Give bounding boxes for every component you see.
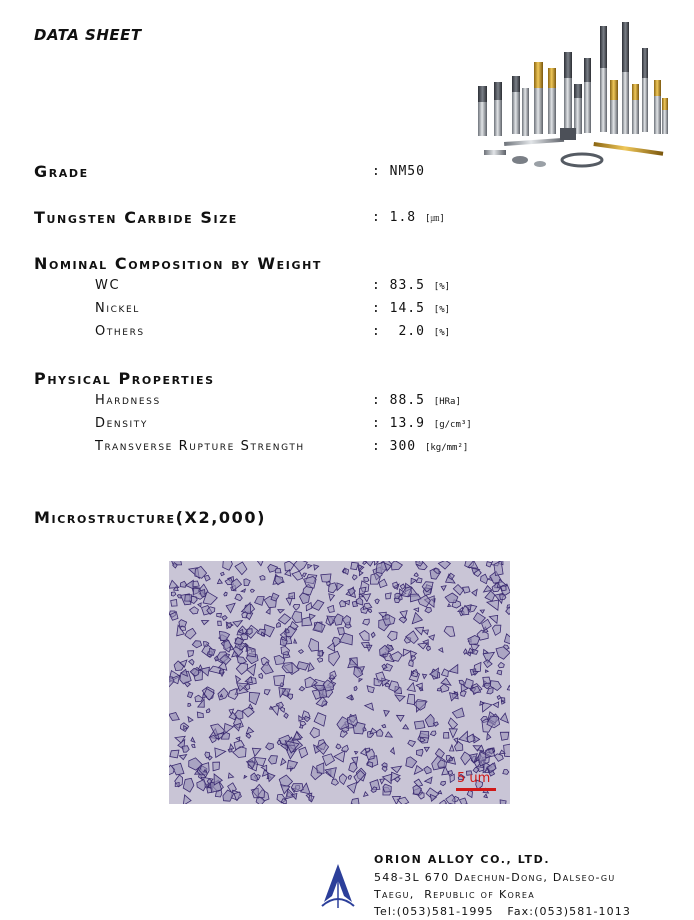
composition-value-nickel [372,301,450,316]
carbide-size-value [372,210,445,225]
physical-label-trs: Transverse Rupture Strength [95,439,305,454]
composition-label-wc: WC [95,278,121,293]
carbide-tools-image [474,18,674,180]
page-title: DATA SHEET [34,26,142,44]
physical-unit-density: [g/cm³] [433,420,472,430]
composition-label-others: Others [95,324,145,339]
composition-number-nickel: : 14.5 [372,301,425,316]
physical-label-hardness: Hardness [95,393,161,408]
scale-bar-label: 5 um [457,771,491,786]
physical-value-trs [372,439,468,454]
carbide-size-unit: [㎛] [424,214,445,224]
composition-unit-wc: [%] [433,282,451,292]
composition-value-others [372,324,450,339]
scale-bar [456,788,496,791]
composition-unit-nickel: [%] [433,305,451,315]
physical-label-density: Density [95,416,148,431]
carbide-size-number: : 1.8 [372,210,417,225]
physical-value-hardness [372,393,461,408]
microstructure-heading: Microstructure(X2,000) [34,508,266,527]
physical-heading: Physical Properties [34,369,215,388]
physical-number-trs: : 300 [372,439,417,454]
composition-number-wc: : 83.5 [372,278,425,293]
composition-label-nickel: Nickel [95,301,140,316]
grade-value-text: : NM50 [372,164,425,179]
grade-label: Grade [34,162,89,181]
company-contact: Tel:(053)581-1995 Fax:(053)581-1013 [374,905,631,918]
composition-heading: Nominal Composition by Weight [34,254,322,273]
composition-value-wc [372,278,450,293]
orion-logo-icon [318,862,358,912]
composition-unit-others: [%] [433,328,451,338]
company-name: ORION ALLOY CO., LTD. [374,853,551,866]
composition-number-others: : 2.0 [372,324,425,339]
physical-unit-hardness: [HRa] [433,397,461,407]
physical-value-density [372,416,472,431]
carbide-size-label: Tungsten Carbide Size [34,208,238,227]
company-address-line2: Taegu, Republic of Korea [374,888,536,901]
company-address-line1: 548-3L 670 Daechun-Dong, Dalseo-gu [374,871,616,884]
physical-unit-trs: [kg/mm²] [424,443,469,453]
grade-value [372,164,425,179]
physical-number-density: : 13.9 [372,416,425,431]
physical-number-hardness: : 88.5 [372,393,425,408]
microstructure-image [169,561,510,804]
